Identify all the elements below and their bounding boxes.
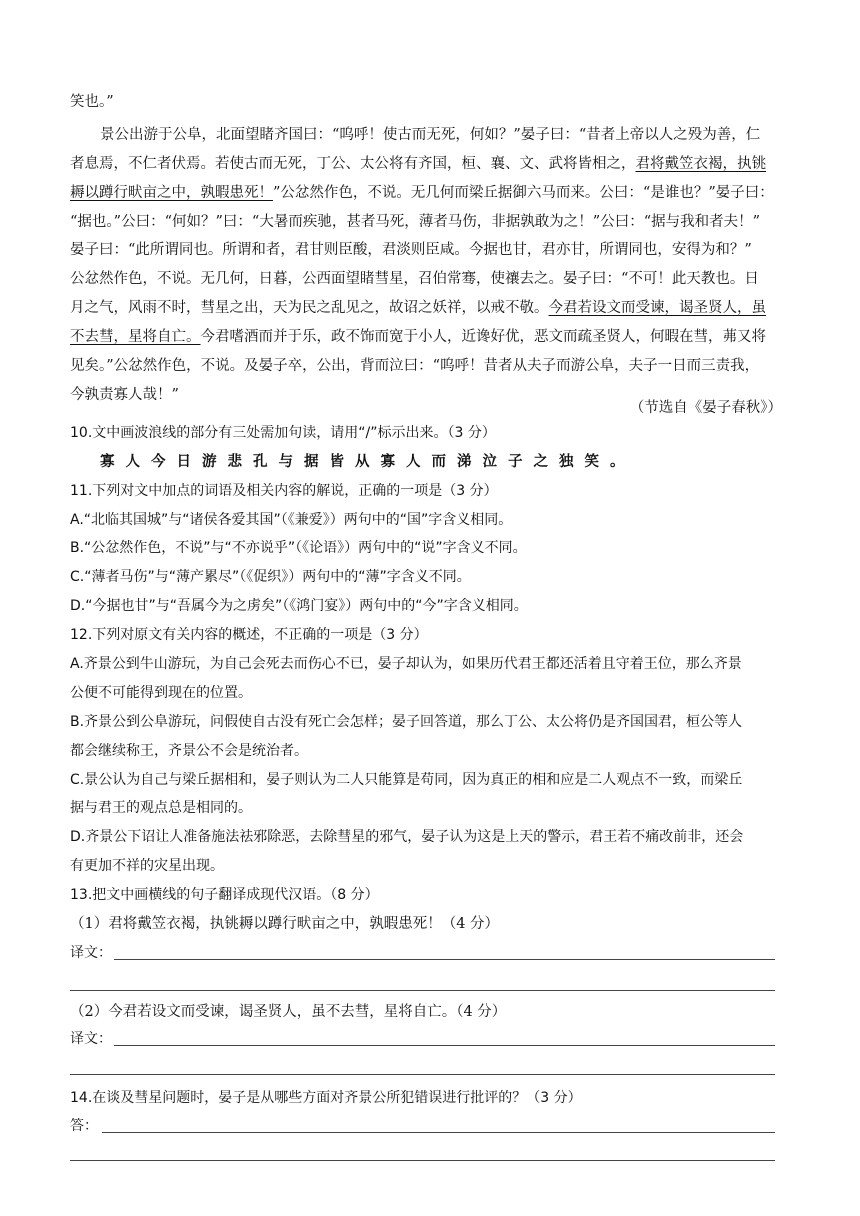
underlined-sentence: 今君若设文而受谏，谒圣贤人，虽 [548,300,766,316]
punctuation-sentence: 寡人今日游悲孔与据皆从寡人而涕泣子之独笑。 [100,453,636,470]
option-d: D.“今据也甘”与“吾属今为之虏矣”（《鸿门宴》）两句中的“今”字含义相同。 [70,598,528,614]
text-line: 者息焉，不仁者伏焉。若使古而无死，丁公、太公将有齐国，桓、襄、文、武将皆相之，君将戴笠衣褐，执铫 [70,156,766,172]
text-line: 今孰责寡人哉！” [70,387,179,403]
answer-label: 译文： [70,945,112,961]
answer-line[interactable] [114,1045,775,1046]
source-citation: （节选自《晏子春秋》） [629,400,782,416]
option-a-line1: A.齐景公到牛山游玩，为自己会死去而伤心不已，晏子却认为，如果历代君王都还活着且守着王位，那么齐景 [70,656,742,672]
text-line: “据也。”公曰：“何如？”曰：“大暑而疾驰，甚者马死，薄者马伤，非据孰敢为之！”公曰：“据与我和者夫！” [70,214,761,230]
question-14: 14.在谈及彗星问题时，晏子是从哪些方面对齐景公所犯错误进行批评的？（3 分） [70,1090,582,1106]
text-line: 不去彗，星将自亡。今君嗜酒而并于乐，政不饰而宽于小人，近谗好优，恶文而疏圣贤人，何暇在彗，茀又将 [70,329,766,345]
option-a-line2: 公便不可能得到现在的位置。 [70,685,252,701]
question-13-2: （2）今君若设文而受谏，谒圣贤人，虽不去彗，星将自亡。（4 分） [70,1004,507,1020]
option-b: B.“公忿然作色，不说”与“不亦说乎”（《论语》）两句中的“说”字含义不同。 [70,540,527,556]
text-line: 景公出游于公阜，北面望睹齐国曰：“呜呼！使古而无死，何如？”晏子曰：“昔者上帝以人之殁为善，仁 [100,127,761,143]
answer-line[interactable] [102,1132,775,1133]
underlined-sentence: 君将戴笠衣褐，执铫 [635,156,766,172]
option-c-line1: C.景公认为自己与梁丘据相和，晏子则认为二人只能算是苟同，因为真正的相和应是二人观点不一致，而梁丘 [70,772,743,788]
answer-label: 译文： [70,1031,112,1047]
option-b-line2: 都会继续称王，齐景公不会是统治者。 [70,743,308,759]
text-line: 晏子曰：“此所谓同也。所谓和者，君甘则臣酸，君淡则臣咸。今据也甘，君亦甘，所谓同也，安得为和？” [70,242,752,258]
option-a: A.“北临其国城”与“诸侯各爱其国”（《兼爱》）两句中的“国”字含义相同。 [70,512,513,528]
answer-row[interactable] [70,1116,775,1136]
question-13-1: （1）君将戴笠衣褐，执铫耨以蹲行畎亩之中，孰暇患死！（4 分） [70,916,500,932]
answer-line[interactable] [70,990,775,991]
option-d-line1: D.齐景公下诏让人准备施法祛邪除恶，去除彗星的邪气，晏子认为这是上天的警示，君王若不痛改前非，还会 [70,829,744,845]
option-c-line2: 据与君王的观点总是相同的。 [70,800,252,816]
underlined-sentence: 耨以蹲行畎亩之中，孰暇患死！ [70,185,273,201]
text-line: 笑也。” [70,94,114,110]
option-b-line1: B.齐景公到公阜游玩，问假使自古没有死亡会怎样；晏子回答道，那么丁公、太公将仍是齐国国君，桓公等人 [70,714,743,730]
text-line: 公忿然作色，不说。无几何，日暮，公西面望睹彗星，召伯常骞，使禳去之。晏子曰：“不可！此天教也。日 [70,271,759,287]
answer-line[interactable] [70,1074,775,1075]
question-12: 12.下列对原文有关内容的概述，不正确的一项是（3 分） [70,627,428,643]
answer-row[interactable] [70,943,775,963]
question-11: 11.下列对文中加点的词语及相关内容的解说，正确的一项是（3 分） [70,483,498,499]
text-line: 月之气，风雨不时，彗星之出，天为民之乱见之，故诏之妖祥，以戒不敬。今君若设文而受谏，谒圣贤人，虽 [70,300,766,316]
answer-line[interactable] [70,1160,775,1161]
question-10: 10.文中画波浪线的部分有三处需加句读，请用“/”标示出来。（3 分） [70,425,496,441]
option-d-line2: 有更加不祥的灾星出现。 [70,858,224,874]
answer-row[interactable] [70,1029,775,1049]
answer-label: 答： [70,1118,98,1134]
underlined-sentence: 不去彗，星将自亡。 [70,329,201,345]
text-line: 耨以蹲行畎亩之中，孰暇患死！”公忿然作色，不说。无几何而梁丘据御六马而来。公曰：“是谁也？”晏子曰： [70,185,774,201]
answer-line[interactable] [114,959,775,960]
question-13: 13.把文中画横线的句子翻译成现代汉语。（8 分） [70,887,379,903]
option-c: C.“薄者马伤”与“薄产累尽”（《促织》）两句中的“薄”字含义不同。 [70,569,471,585]
text-line: 见矣。”公忿然作色，不说。及晏子卒，公出，背而泣曰：“呜呼！昔者从夫子而游公阜，夫子一日而三责我， [70,358,760,374]
